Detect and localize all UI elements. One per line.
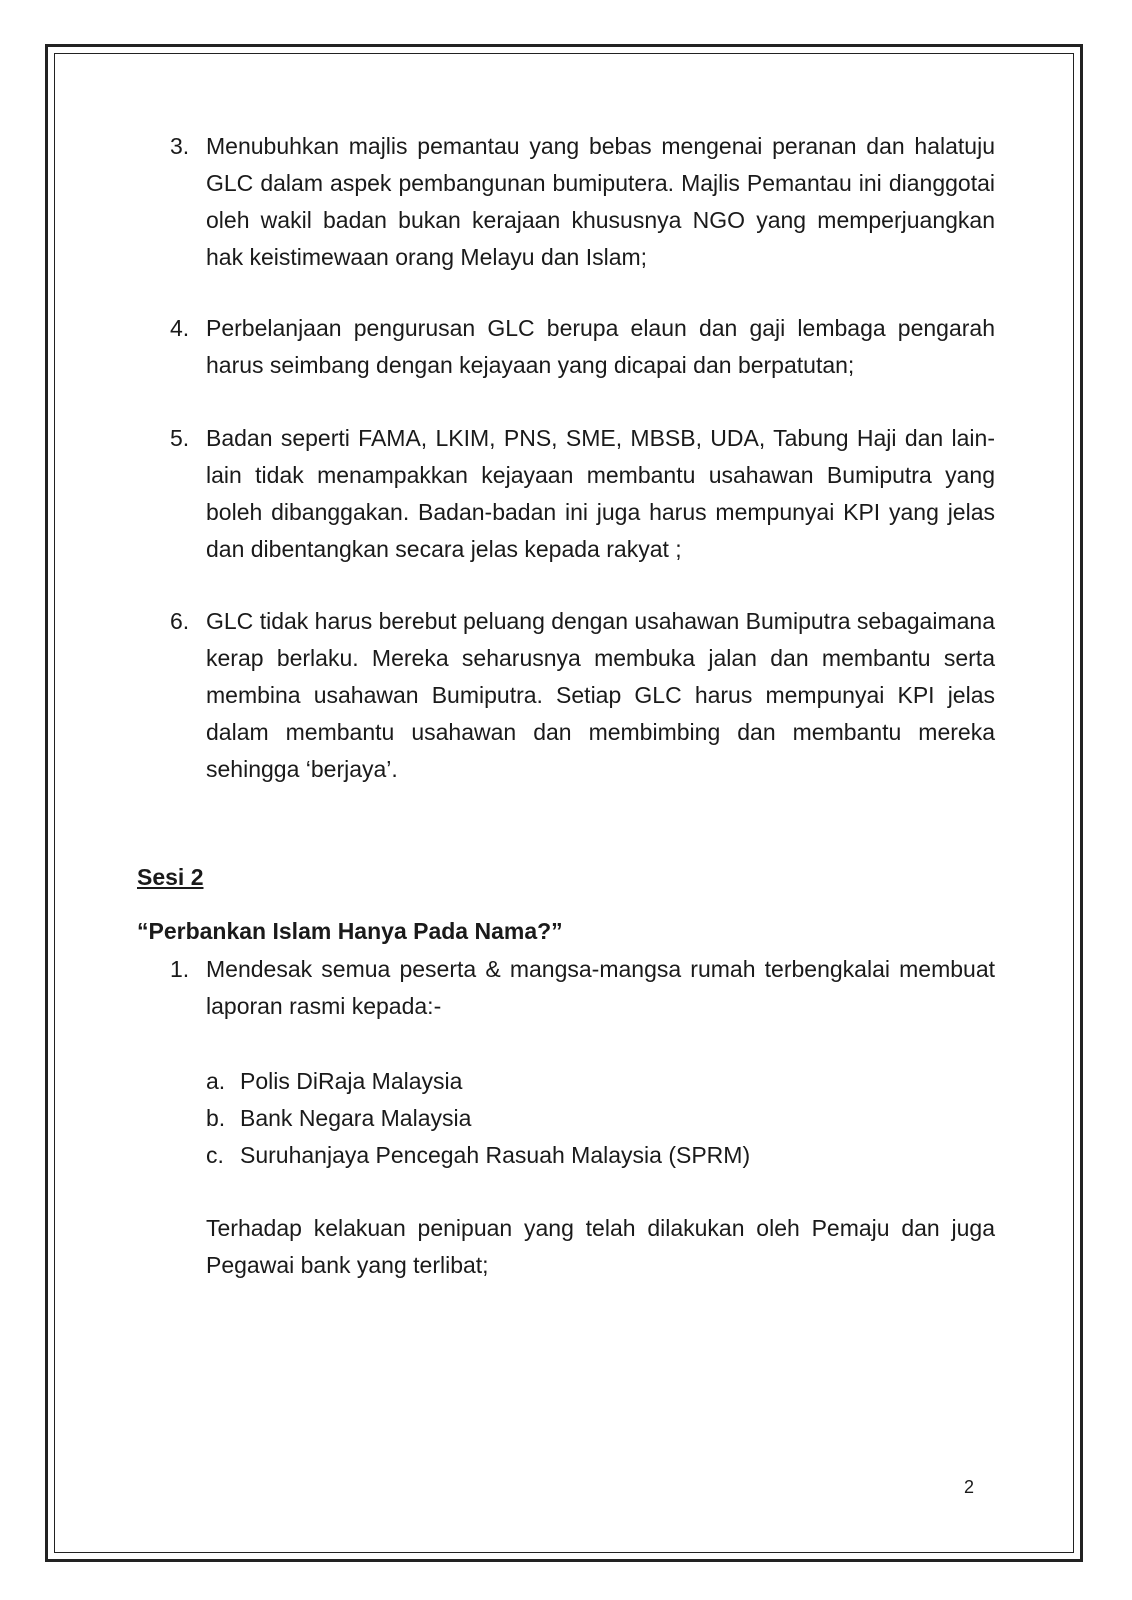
sublist-item-letter: a. xyxy=(206,1068,226,1094)
sublist-item-a xyxy=(206,1063,906,1100)
list-item-6 xyxy=(170,603,995,788)
list-item-3 xyxy=(170,128,995,276)
session-title: “Perbankan Islam Hanya Pada Nama?” xyxy=(137,918,563,944)
sublist-item-letter: c. xyxy=(206,1142,224,1168)
list-item-text: Badan seperti FAMA, LKIM, PNS, SME, MBSB, UDA, Tabung Haji dan lain-lain tidak menampakkan kejayaan membantu usahawan Bumiputra yang boleh dibanggakan. Badan-badan ini juga harus mempunyai KPI yang jelas dan dibentangkan secara jelas kepada rakyat ; xyxy=(206,425,995,562)
sublist xyxy=(206,1063,906,1174)
list-item-text: Menubuhkan majlis pemantau yang bebas mengenai peranan dan halatuju GLC dalam aspek pembangunan bumiputera. Majlis Pemantau ini dianggotai oleh wakil badan bukan kerajaan khususnya NGO yang memperjuangkan hak keistimewaan orang Melayu dan Islam; xyxy=(206,133,995,270)
sublist-item-b xyxy=(206,1100,906,1137)
list-item-number: 1. xyxy=(170,956,190,982)
list-item-number: 4. xyxy=(170,315,190,341)
sublist-item-c xyxy=(206,1137,906,1174)
sublist-item-text: Bank Negara Malaysia xyxy=(240,1105,472,1131)
sublist-item-text: Polis DiRaja Malaysia xyxy=(240,1068,463,1094)
list-item-number: 6. xyxy=(170,608,190,634)
list-item-number: 3. xyxy=(170,133,190,159)
list-item-5 xyxy=(170,420,995,568)
list-item-4 xyxy=(170,310,995,384)
list-item-text: Mendesak semua peserta & mangsa-mangsa rumah terbengkalai membuat laporan rasmi kepada:- xyxy=(206,956,995,1019)
session-heading: Sesi 2 xyxy=(137,864,204,890)
sublist-item-letter: b. xyxy=(206,1105,226,1131)
list-item-number: 5. xyxy=(170,425,190,451)
page-number: 2 xyxy=(963,1477,974,1497)
list-item-text: GLC tidak harus berebut peluang dengan usahawan Bumiputra sebagaimana kerap berlaku. Mereka seharusnya membuka jalan dan membantu serta membina usahawan Bumiputra. Setiap GLC harus mempunyai KPI jelas dalam membantu usahawan dan membimbing dan membantu mereka sehingga ‘berjaya’. xyxy=(206,608,995,782)
sublist-item-text: Suruhanjaya Pencegah Rasuah Malaysia (SPRM) xyxy=(240,1142,751,1168)
session-list-item-1 xyxy=(170,951,995,1025)
followup-paragraph: Terhadap kelakuan penipuan yang telah dilakukan oleh Pemaju dan juga Pegawai bank yang terlibat; xyxy=(206,1215,995,1278)
list-item-text: Perbelanjaan pengurusan GLC berupa elaun dan gaji lembaga pengarah harus seimbang dengan kejayaan yang dicapai dan berpatutan; xyxy=(206,315,995,378)
